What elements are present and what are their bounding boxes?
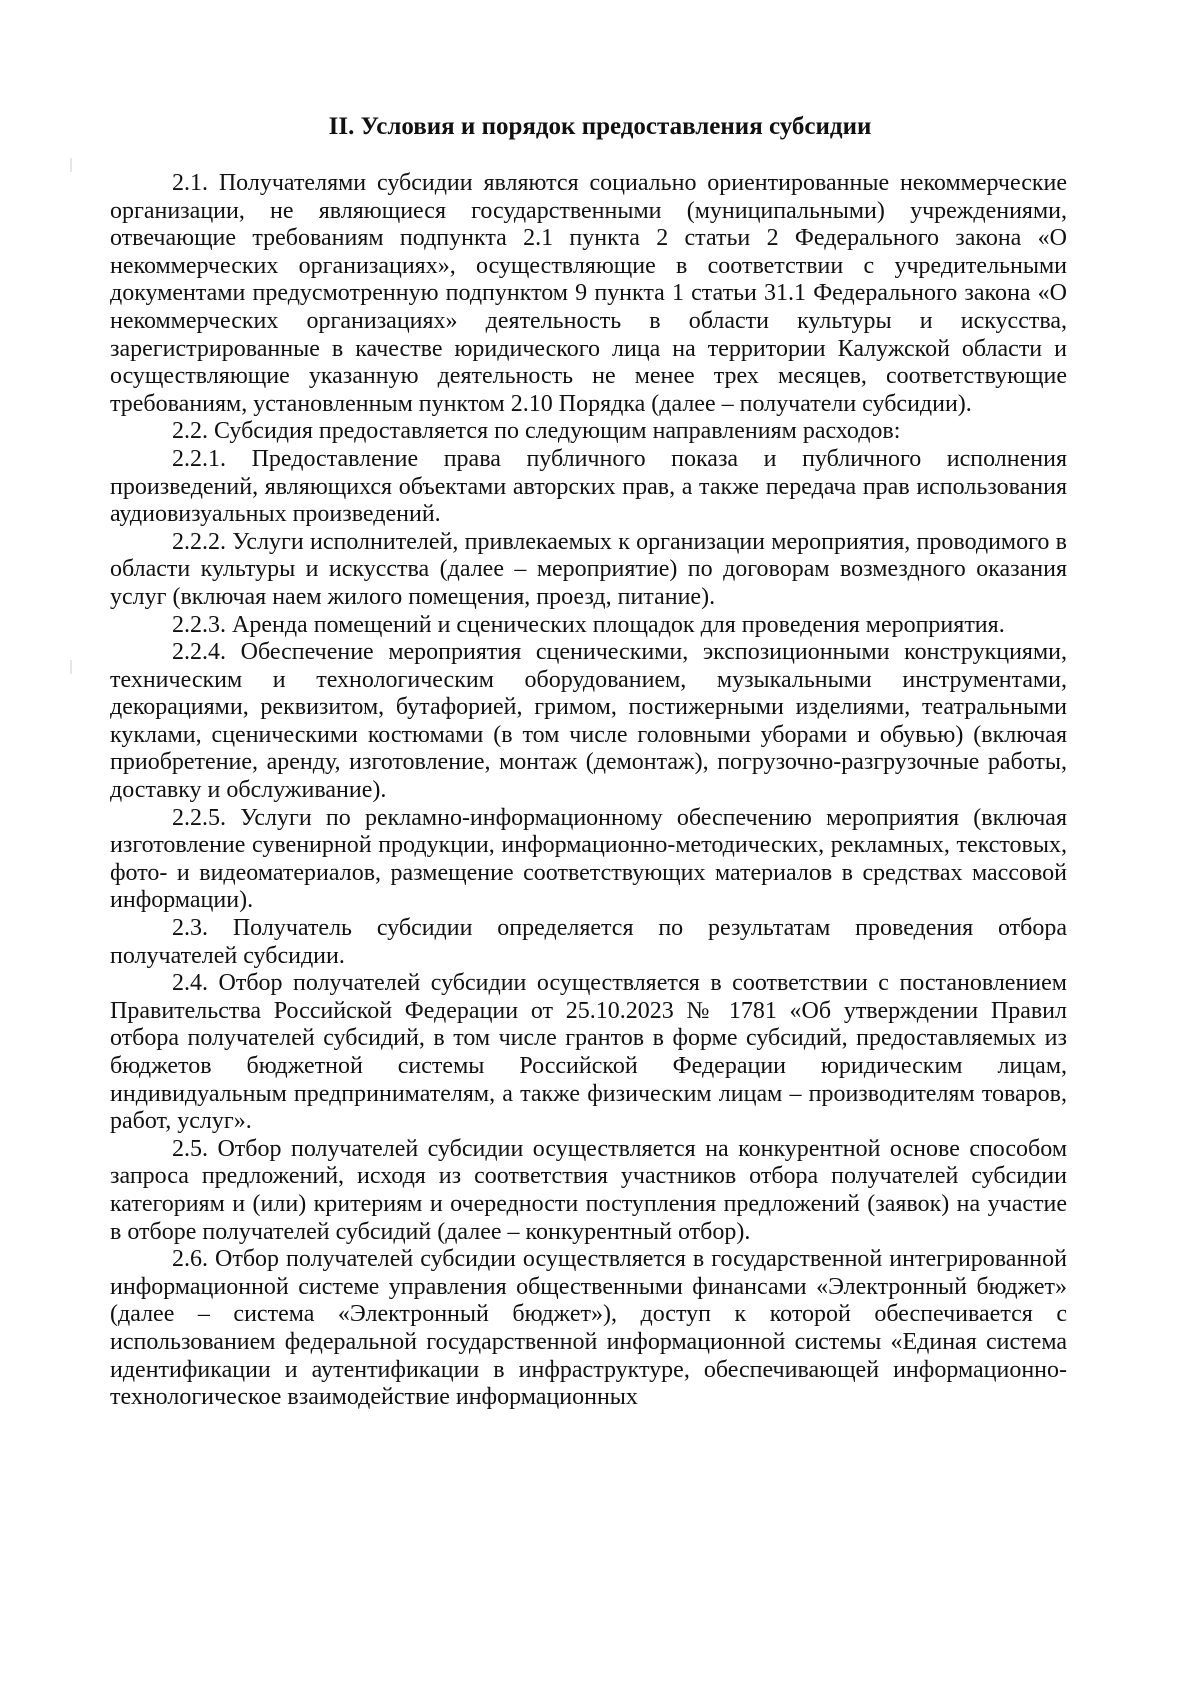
paragraph-2-6: 2.6. Отбор получателей субсидии осуществляется в государственной интегрированной информационной системе управления общественными финансами «Электронный бюджет» (далее – система «Электронный бюджет»), доступ к которой обеспечивается с использованием федеральной государственной информационной системы «Единая система идентификации и аутентификации в инфраструктуре, обеспечивающей информационно-технологическое взаимодействие информационных: [110, 1246, 1067, 1411]
paragraph-2-5: 2.5. Отбор получателей субсидии осуществляется на конкурентной основе способом запроса предложений, исходя из соответствия участников отбора получателей субсидии категориям и (или) критериям и очередности поступления предложений (заявок) на участие в отборе получателей субсидий (далее – конкурентный отбор).: [110, 1135, 1067, 1245]
paragraph-2-2-1: 2.2.1. Предоставление права публичного показа и публичного исполнения произведений, являющихся объектами авторских прав, а также передача прав использования аудиовизуальных произведений.: [110, 445, 1067, 528]
paragraph-2-2: 2.2. Субсидия предоставляется по следующим направлениям расходов:: [172, 418, 901, 445]
paragraph-2-2-4: 2.2.4. Обеспечение мероприятия сценическими, экспозиционными конструкциями, техническим и технологическим оборудованием, музыкальными инструментами, декорациями, реквизитом, бутафорией, гримом, постижерными изделиями, театральными куклами, сценическими костюмами (в том числе головными уборами и обувью) (включая приобретение, аренду, изготовление, монтаж (демонтаж), погрузочно-разгрузочные работы, доставку и обслуживание).: [110, 639, 1067, 804]
paragraph-2-3: 2.3. Получатель субсидии определяется по результатам проведения отбора получателей субсидии.: [110, 915, 1067, 969]
scan-artifact: [70, 660, 72, 674]
section-heading: II. Условия и порядок предоставления субсидии: [328, 113, 872, 140]
scan-artifact: [70, 158, 72, 172]
document-body: [110, 170, 1067, 1412]
paragraph-2-2-5: 2.2.5. Услуги по рекламно-информационному обеспечению мероприятия (включая изготовление сувенирной продукции, информационно-методических, рекламных, текстовых, фото- и видеоматериалов, размещение соответствующих материалов в средствах массовой информации).: [110, 804, 1067, 914]
paragraph-2-1: 2.1. Получателями субсидии являются социально ориентированные некоммерческие организации, не являющиеся государственными (муниципальными) учреждениями, отвечающие требованиям подпункта 2.1 пункта 2 статьи 2 Федерального закона «О некоммерческих организациях», осуществляющие в соответствии с учредительными документами предусмотренную подпунктом 9 пункта 1 статьи 31.1 Федерального закона «О некоммерческих организациях» деятельность в области культуры и искусства, зарегистрированные в качестве юридического лица на территории Калужской области и осуществляющие указанную деятельность не менее трех месяцев, соответствующие требованиям, установленным пунктом 2.10 Порядка (далее – получатели субсидии).: [110, 170, 1067, 417]
paragraph-2-2-2: 2.2.2. Услуги исполнителей, привлекаемых к организации мероприятия, проводимого в области культуры и искусства (далее – мероприятие) по договорам возмездного оказания услуг (включая наем жилого помещения, проезд, питание).: [110, 528, 1067, 610]
paragraph-2-2-3: 2.2.3. Аренда помещений и сценических площадок для проведения мероприятия.: [172, 611, 1005, 638]
paragraph-2-4: 2.4. Отбор получателей субсидии осуществляется в соответствии с постановлением Правительства Российской Федерации от 25.10.2023 № 1781 «Об утверждении Правил отбора получателей субсидий, в том числе грантов в форме субсидий, предоставляемых из бюджетов бюджетной системы Российской Федерации юридическим лицам, индивидуальным предпринимателям, а также физическим лицам – производителям товаров, работ, услуг».: [110, 970, 1067, 1135]
